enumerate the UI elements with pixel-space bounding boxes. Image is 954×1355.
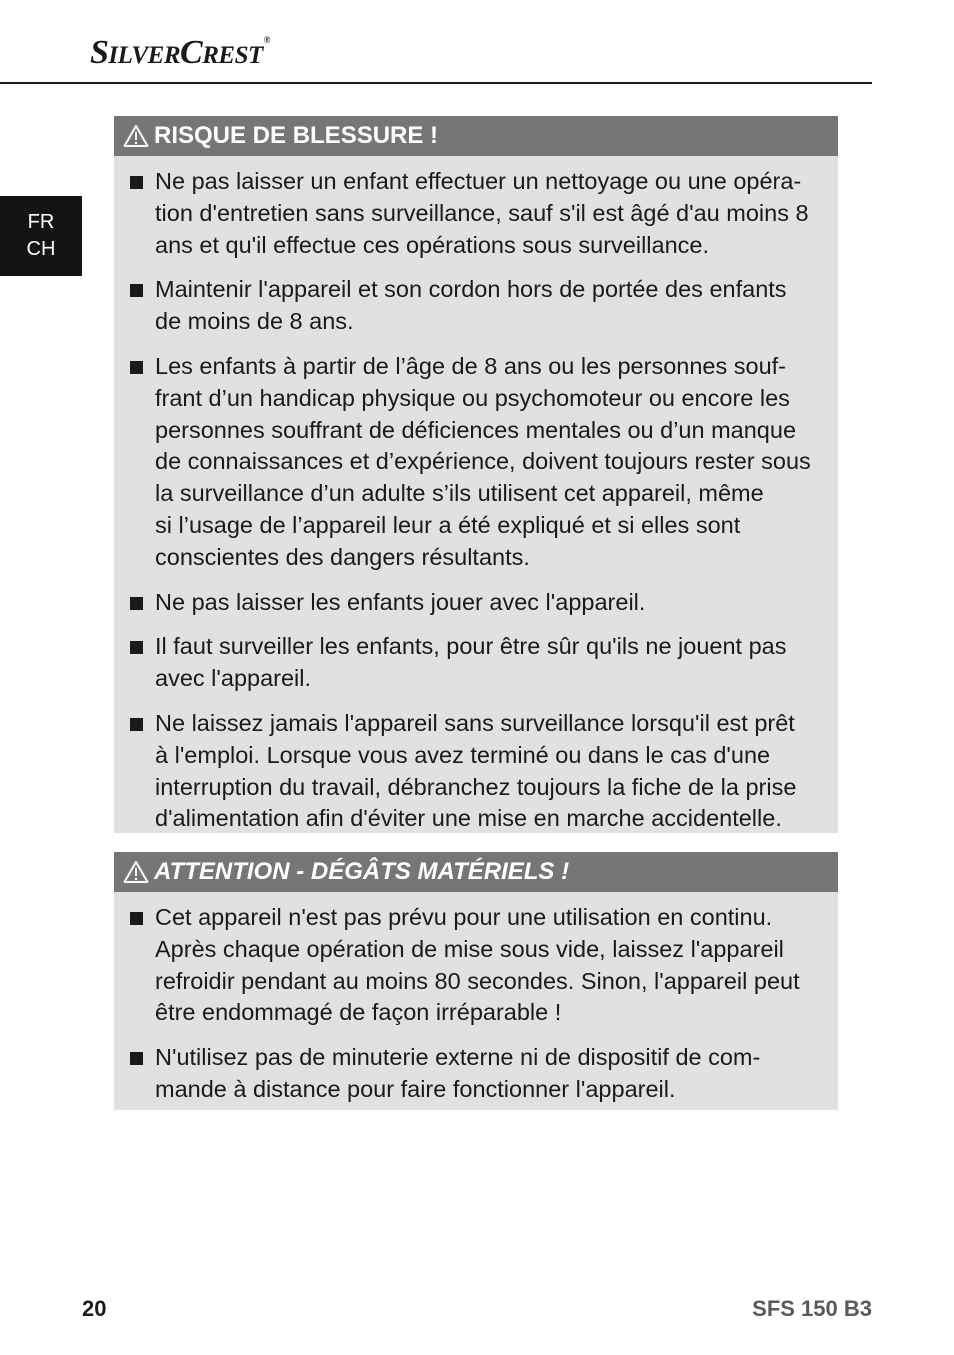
injury-risk-title: RISQUE DE BLESSURE !	[154, 122, 439, 149]
list-item	[114, 631, 814, 695]
square-bullet-icon	[130, 176, 143, 189]
list-item-text: Ne laissez jamais l'appareil sans surveillance lorsqu'il est prêt à l'emploi. Lorsque vous avez terminé ou dans le cas d'une interruption du travail, débranchez toujours la fiche de la prise d'alimentation afin d'éviter une mise en marche accidentelle.	[155, 709, 797, 832]
list-item-text: Maintenir l'appareil et son cordon hors de portée des enfants de moins de 8 ans.	[155, 276, 787, 335]
warning-triangle-icon	[123, 860, 149, 884]
material-damage-header	[114, 852, 838, 892]
square-bullet-icon	[130, 912, 143, 925]
list-item	[114, 1042, 814, 1106]
list-item-text: Il faut surveiller les enfants, pour être sûr qu'ils ne jouent pas avec l'appareil.	[155, 633, 787, 692]
model-number: SFS 150 B3	[752, 1296, 872, 1321]
list-item-text: Ne pas laisser les enfants jouer avec l'appareil.	[155, 588, 646, 615]
page-number: 20	[82, 1296, 107, 1321]
list-item-text: N'utilisez pas de minuterie externe ni de dispositif de com- mande à distance pour faire fonctionner l'appareil.	[155, 1044, 761, 1102]
list-item-text: Cet appareil n'est pas prévu pour une utilisation en continu. Après chaque opération de mise sous vide, laissez l'appareil refroidir pendant au moins 80 secondes. Sinon, l'appareil peut être endommagé de façon irréparable !	[155, 904, 800, 1026]
list-item-text: Ne pas laisser un enfant effectuer un nettoyage ou une opéra- tion d'entretien sans surveillance, sauf s'il est âgé d'au moins 8 ans et qu'il effectue ces opérations sous surveillance.	[155, 168, 809, 258]
square-bullet-icon	[130, 361, 143, 374]
square-bullet-icon	[130, 641, 143, 654]
square-bullet-icon	[130, 597, 143, 610]
list-item	[114, 902, 814, 1029]
material-damage-list	[114, 892, 838, 1106]
injury-risk-section	[114, 116, 838, 833]
header-rule	[0, 82, 872, 84]
language-code-ch: CH	[26, 238, 56, 260]
list-item	[114, 587, 814, 619]
brand-logo: SILVERCREST®	[90, 34, 270, 71]
warning-triangle-icon	[123, 124, 149, 148]
language-code-fr: FR	[27, 211, 55, 233]
injury-risk-list	[114, 156, 838, 835]
material-damage-title: ATTENTION - DÉGÂTS MATÉRIELS !	[154, 858, 570, 885]
list-item	[114, 166, 814, 261]
language-tab	[0, 196, 82, 276]
square-bullet-icon	[130, 1052, 143, 1065]
list-item-text: Les enfants à partir de l’âge de 8 ans ou les personnes souf- frant d’un handicap physique ou psychomoteur ou encore les personnes souffrant de déficiences mentales ou d’un manque de connaissances et d’expérience, doivent toujours rester sous la surveillance d’un adulte s’ils utilisent cet appareil, même si l’usage de l’appareil leur a été expliqué et si elles sont conscientes des dangers résultants.	[155, 352, 811, 570]
list-item	[114, 708, 814, 835]
list-item	[114, 351, 814, 574]
list-item	[114, 274, 814, 338]
material-damage-section	[114, 852, 838, 1110]
square-bullet-icon	[130, 718, 143, 731]
square-bullet-icon	[130, 284, 143, 297]
injury-risk-header	[114, 116, 838, 156]
